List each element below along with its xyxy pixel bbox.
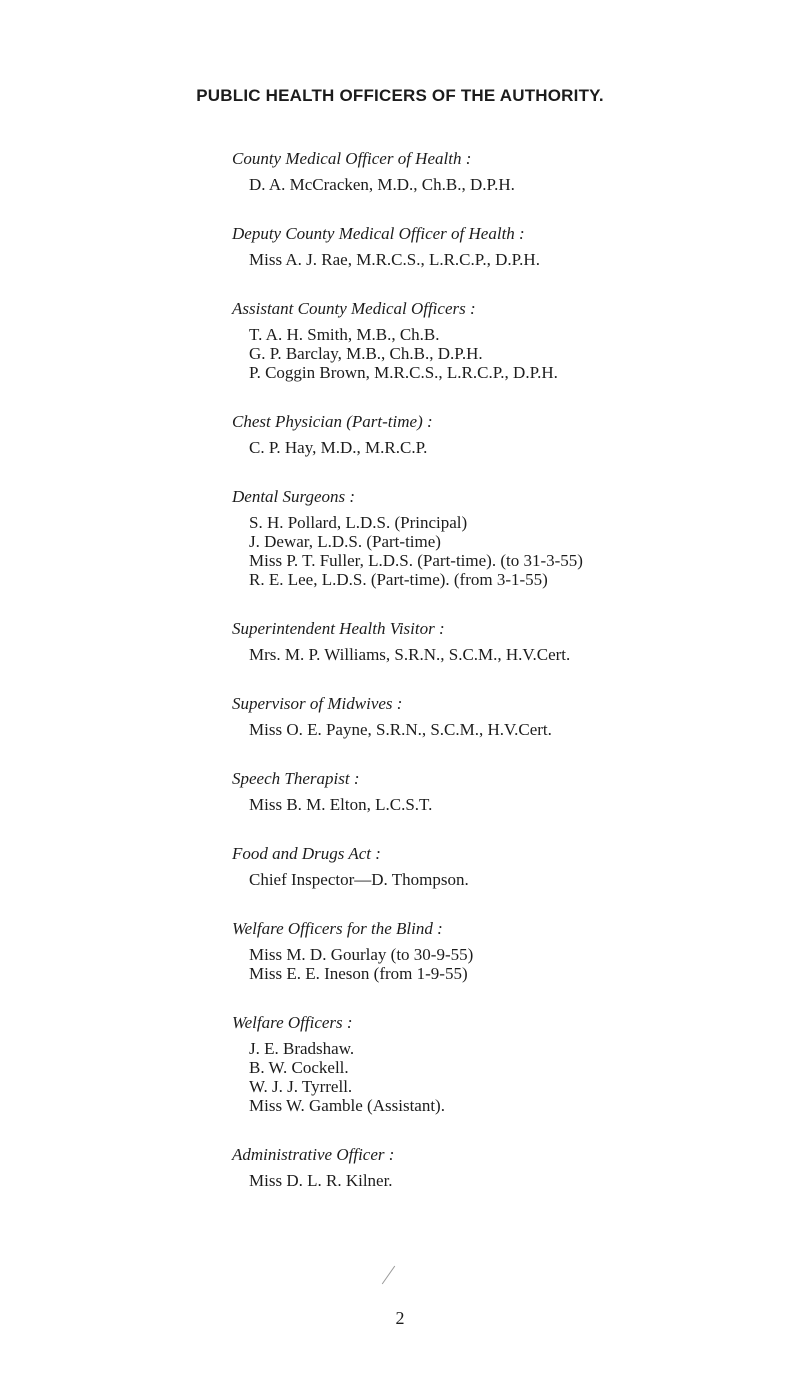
officer-list bbox=[249, 945, 792, 983]
section-heading: Welfare Officers for the Blind : bbox=[232, 919, 443, 938]
officer-entry: B. W. Cockell. bbox=[249, 1058, 349, 1077]
officer-entry: S. H. Pollard, L.D.S. (Principal) bbox=[249, 513, 468, 532]
officer-sections bbox=[232, 148, 792, 1219]
officer-section bbox=[232, 693, 792, 739]
officer-list bbox=[249, 870, 792, 889]
officer-section bbox=[232, 223, 792, 269]
section-heading: Chest Physician (Part-time) : bbox=[232, 412, 433, 431]
section-heading: Administrative Officer : bbox=[232, 1145, 395, 1164]
officer-list bbox=[249, 325, 792, 382]
officer-entry: P. Coggin Brown, M.R.C.S., L.R.C.P., D.P.H. bbox=[249, 363, 558, 382]
officer-list bbox=[249, 1171, 792, 1190]
officer-list bbox=[249, 175, 792, 194]
officer-entry: Miss M. D. Gourlay (to 30-9-55) bbox=[249, 945, 474, 964]
officer-entry: Miss A. J. Rae, M.R.C.S., L.R.C.P., D.P.H. bbox=[249, 250, 540, 269]
officer-section bbox=[232, 918, 792, 983]
officer-entry: Miss W. Gamble (Assistant). bbox=[249, 1096, 445, 1115]
section-heading: Deputy County Medical Officer of Health : bbox=[232, 224, 525, 243]
officer-section bbox=[232, 1012, 792, 1115]
officer-section bbox=[232, 486, 792, 589]
officer-entry: Miss O. E. Payne, S.R.N., S.C.M., H.V.Cert. bbox=[249, 720, 552, 739]
officer-list bbox=[249, 438, 792, 457]
section-heading: Superintendent Health Visitor : bbox=[232, 619, 445, 638]
officer-list bbox=[249, 720, 792, 739]
officer-entry: Chief Inspector—D. Thompson. bbox=[249, 870, 469, 889]
officer-entry: Miss B. M. Elton, L.C.S.T. bbox=[249, 795, 433, 814]
officer-list bbox=[249, 645, 792, 664]
officer-entry: G. P. Barclay, M.B., Ch.B., D.P.H. bbox=[249, 344, 483, 363]
page-title: PUBLIC HEALTH OFFICERS OF THE AUTHORITY. bbox=[196, 86, 604, 105]
officer-entry: J. E. Bradshaw. bbox=[249, 1039, 355, 1058]
officer-section bbox=[232, 1144, 792, 1190]
officer-entry: Miss P. T. Fuller, L.D.S. (Part-time). (to 31-3-55) bbox=[249, 551, 583, 570]
officer-entry: Miss D. L. R. Kilner. bbox=[249, 1171, 393, 1190]
officer-entry: J. Dewar, L.D.S. (Part-time) bbox=[249, 532, 441, 551]
officer-section bbox=[232, 768, 792, 814]
section-heading: Supervisor of Midwives : bbox=[232, 694, 403, 713]
officer-section bbox=[232, 843, 792, 889]
officer-entry: Miss E. E. Ineson (from 1-9-55) bbox=[249, 964, 468, 983]
officer-section bbox=[232, 411, 792, 457]
officer-entry: T. A. H. Smith, M.B., Ch.B. bbox=[249, 325, 440, 344]
officer-list bbox=[249, 795, 792, 814]
section-heading: Assistant County Medical Officers : bbox=[232, 299, 476, 318]
officer-entry: W. J. J. Tyrrell. bbox=[249, 1077, 353, 1096]
section-heading: Dental Surgeons : bbox=[232, 487, 356, 506]
officer-section bbox=[232, 298, 792, 382]
officer-section bbox=[232, 148, 792, 194]
officer-section bbox=[232, 618, 792, 664]
stray-pen-mark bbox=[382, 1266, 395, 1285]
officer-list bbox=[249, 250, 792, 269]
section-heading: Speech Therapist : bbox=[232, 769, 360, 788]
officer-entry: R. E. Lee, L.D.S. (Part-time). (from 3-1-55) bbox=[249, 570, 548, 589]
section-heading: Food and Drugs Act : bbox=[232, 844, 381, 863]
section-heading: Welfare Officers : bbox=[232, 1013, 353, 1032]
officer-entry: D. A. McCracken, M.D., Ch.B., D.P.H. bbox=[249, 175, 515, 194]
officer-entry: Mrs. M. P. Williams, S.R.N., S.C.M., H.V.Cert. bbox=[249, 645, 571, 664]
officer-list bbox=[249, 513, 792, 589]
officer-list bbox=[249, 1039, 792, 1115]
section-heading: County Medical Officer of Health : bbox=[232, 149, 472, 168]
page-number: 2 bbox=[395, 1308, 405, 1328]
officer-entry: C. P. Hay, M.D., M.R.C.P. bbox=[249, 438, 428, 457]
